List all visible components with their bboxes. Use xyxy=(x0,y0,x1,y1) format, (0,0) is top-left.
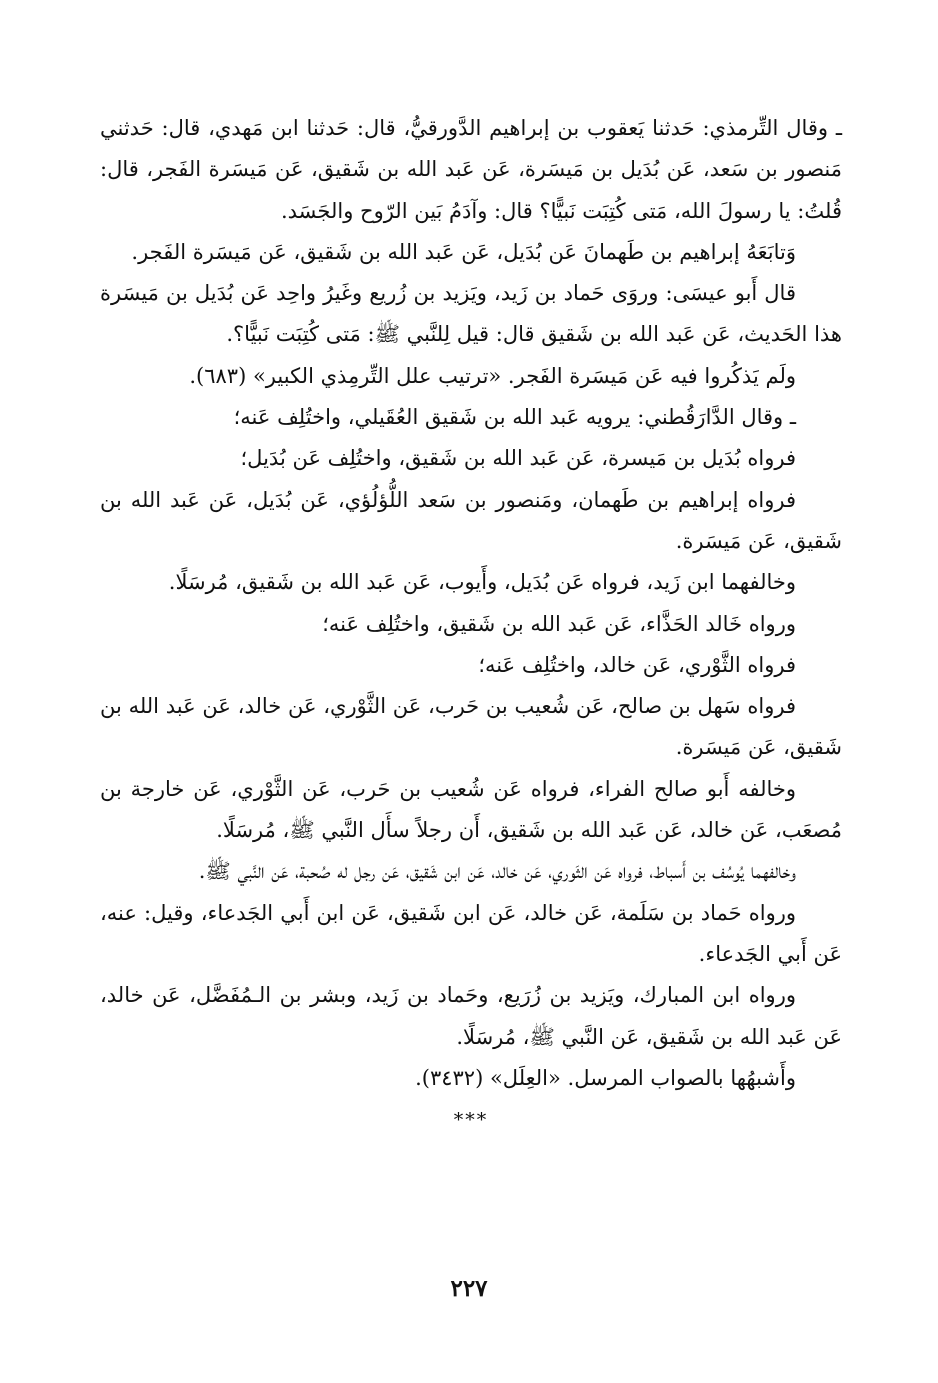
paragraph-budail: فرواه بُدَيل بن مَيسرة، عَن عَبد الله بن شَقيق، واختُلِف عَن بُدَيل؛ xyxy=(240,446,796,471)
paragraph-abu-salih-farra: وخالفه أَبو صالح الفراء، فرواه عَن شُعيب بن حَرب، عَن الثَّوْري، عَن خارجة بن مُصعَب، عَن خالد، عَن عَبد الله بن شَقيق، أَن رجلاً سأَل النَّبي ﷺ، مُرسَلًا. xyxy=(100,776,842,843)
paragraph-thawri: فرواه الثَّوْري، عَن خالد، واختُلِف عَنه؛ xyxy=(478,652,796,677)
paragraph-hammad-salama: ورواه حَماد بن سَلَمة، عَن خالد، عَن ابن شَقيق، عَن ابن أَبي الجَدعاء، وقيل: عنه، عَن أَبي الجَدعاء. xyxy=(100,900,842,966)
paragraph-ilal-citation: وأَشبهُها بالصواب المرسل. «العِلَل» (٣٤٣٢). xyxy=(415,1065,796,1090)
paragraph-ibn-mubarak: ورواه ابن المبارك، ويَزيد بن زُرَيع، وحَماد بن زَيد، وبشر بن الـمُفَضَّل، عَن خالد، عَن عَبد الله بن شَقيق، عَن النَّبي ﷺ، مُرسَلًا. xyxy=(100,983,842,1049)
paragraph-abu-isa: قال أَبو عيسَى: وروَى حَماد بن زَيد، ويَزيد بن زُريع وغَيرُ واحِد عَن بُدَيل بن مَيسَرة هذا الحَديث، عَن عَبد الله بن شَقيق قال: قيل لِلنَّبي ﷺ: مَتى كُتِبَت نَبيًّا؟. xyxy=(100,281,842,347)
paragraph-daraqutni: ـ وقال الدَّارَقُطني: يرويه عَبد الله بن شَقيق العُقَيلي، واختُلِف عَنه؛ xyxy=(233,405,796,430)
page-number: ٢٢٧ xyxy=(450,1275,488,1302)
paragraph-tirmidhi-isnad: ـ وقال التِّرمذي: حَدثنا يَعقوب بن إبراهيم الدَّورقيُّ، قال: حَدثنا ابن مَهدي، قال: حَدثني مَنصور بن سَعد، عَن بُدَيل بن مَيسَرة، عَن عَبد الله بن شَقيق، عَن مَيسَرة الفَجر، قال: قُلتُ: يا رسولَ الله، مَتى كُتِبَت نَبيًّا؟ قال: وآدَمُ بَين الرّوح والجَسَد. xyxy=(100,116,842,223)
paragraph-ibrahim-tahman: فرواه إبراهيم بن طَهمان، ومَنصور بن سَعد اللُّؤلُؤي، عَن بُدَيل، عَن عَبد الله بن شَقيق، عَن مَيسَرة. xyxy=(100,487,842,553)
paragraph-khalid-hadhdha: ورواه خَالد الحَذَّاء، عَن عَبد الله بن شَقيق، واختُلِف عَنه؛ xyxy=(322,611,796,636)
page-body xyxy=(100,108,842,1141)
paragraph-tabaah: وَتابَعَهُ إبراهيم بن طَهمانَ عَن بُدَيل، عَن عَبد الله بن شَقيق، عَن مَيسَرة الفَجر. xyxy=(131,239,796,264)
paragraph-sahl-salih: فرواه سَهل بن صالح، عَن شُعيب بن حَرب، عَن الثَّوْري، عَن خالد، عَن عَبد الله بن شَقيق، عَن مَيسَرة. xyxy=(100,694,842,760)
paragraph-yusuf-asbat: وخالفهما يُوسُف بن أَسباط، فرواه عَن الثَوري، عَن خالد، عَن ابن شَقيق، عَن رجل له صُحبة، عَن النَّبي ﷺ. xyxy=(198,859,796,884)
paragraph-tirmidhi-citation: ولَم يَذكُروا فيه عَن مَيسَرة الفَجر. «ترتيب علل التِّرمِذي الكبير» (٦٨٣). xyxy=(189,363,796,388)
paragraph-ibn-zaid: وخالفهما ابن زَيد، فرواه عَن بُدَيل، وأَيوب، عَن عَبد الله بن شَقيق، مُرسَلًا. xyxy=(168,570,796,595)
section-separator: *** xyxy=(453,1109,489,1132)
